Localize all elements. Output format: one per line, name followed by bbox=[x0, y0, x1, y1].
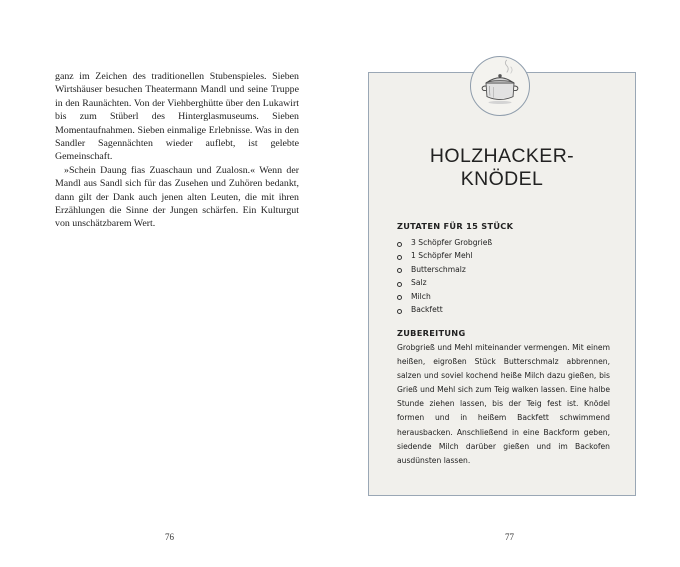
page-number-left: 76 bbox=[165, 532, 174, 542]
preparation-heading: ZUBEREITUNG bbox=[397, 328, 466, 338]
page-number-right: 77 bbox=[505, 532, 514, 542]
ingredient-label: 1 Schöpfer Mehl bbox=[411, 251, 473, 261]
recipe-title-line-2: KNÖDEL bbox=[460, 168, 544, 190]
bullet-icon bbox=[397, 242, 402, 247]
left-page-text bbox=[55, 70, 299, 231]
ingredient-label: Salz bbox=[411, 278, 427, 288]
bullet-icon bbox=[397, 255, 402, 260]
left-paragraph-2: »Schein Daung fias Zuaschaun und Zualosn.« Wenn der Mandl aus Sandl sich für das Zusehen und Zuhören bedankt, dann gilt der Dank auch jenen alten Leuten, die mit ihren Erzählungen die Sinne der Jungen schärfen. Ein Kulturgut von unschätzbarem Wert. bbox=[55, 164, 299, 230]
preparation-text bbox=[397, 341, 610, 468]
ingredient-item bbox=[397, 236, 492, 249]
ingredient-label: Milch bbox=[411, 291, 431, 301]
ingredient-item bbox=[397, 303, 492, 316]
bullet-icon bbox=[397, 268, 402, 273]
ingredients-heading: ZUTATEN FÜR 15 STÜCK bbox=[397, 221, 514, 231]
bullet-icon bbox=[397, 295, 402, 300]
bullet-icon bbox=[397, 282, 402, 287]
ingredient-label: Butterschmalz bbox=[411, 264, 466, 274]
recipe-title-line-1: HOLZHACKER- bbox=[429, 145, 575, 167]
bullet-icon bbox=[397, 309, 402, 314]
ingredient-item bbox=[397, 249, 492, 262]
ingredient-item bbox=[397, 290, 492, 303]
ingredient-label: 3 Schöpfer Grobgrieß bbox=[411, 238, 493, 247]
ingredient-item bbox=[397, 263, 492, 276]
ingredient-item bbox=[397, 276, 492, 289]
left-paragraph-1: ganz im Zeichen des traditionellen Stubenspieles. Sieben Wirtshäuser besuchen Theatermann Mandl und seine Truppe in den Raunächten. Von der Viehberghütte über den Lukawirt bis zum Stüberl des Hinterglasmuseums. Sieben Momentaufnahmen. Sieben einmalige Erlebnisse. Was in den Sandler Sagennächten wieder auflebt, ist gelebte Gemeinschaft. bbox=[55, 71, 299, 163]
ingredients-list bbox=[397, 236, 492, 316]
ingredient-label: Backfett bbox=[411, 305, 443, 315]
recipe-title bbox=[368, 145, 636, 191]
cooking-pot-icon bbox=[470, 56, 530, 116]
preparation-paragraph: Grobgrieß und Mehl miteinander vermengen. Mit einem heißen, eigroßen Stück Butterschmalz abbrennen, salzen und soviel kochend heiße Milch dazu gießen, bis Grieß und Mehl sich zum Teig walken lassen. Eine halbe Stunde ziehen lassen, bis der Teig fest ist. Knödel formen und in heißem Backfett schwimmend herausbacken. Anschließend in eine Backform geben, siedende Milch darüber gießen und im Backofen ausdünsten lassen. bbox=[397, 343, 610, 465]
